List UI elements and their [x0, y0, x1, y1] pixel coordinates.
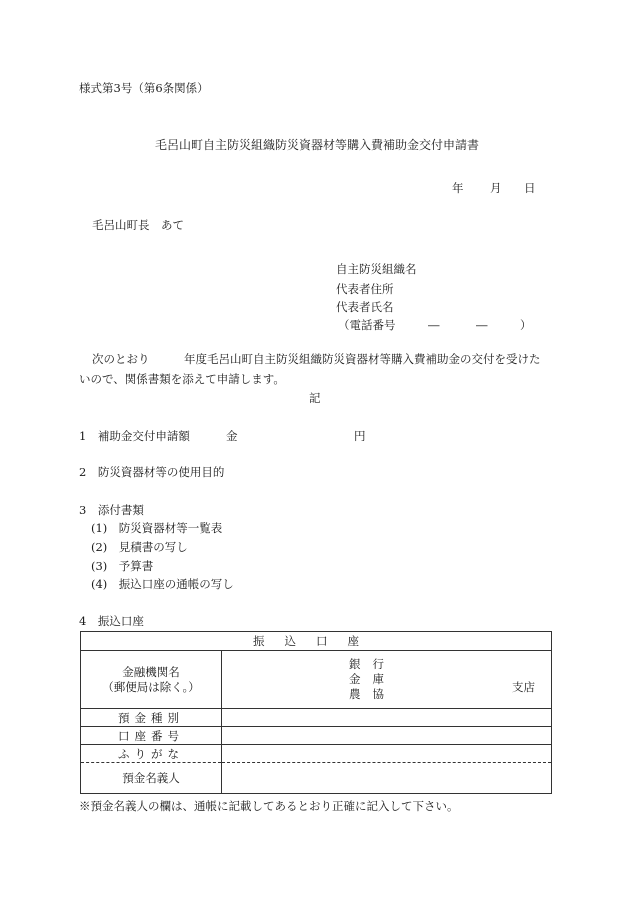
- date-month: 月: [490, 181, 502, 195]
- attachment-item: (1) 防災資器材等一覧表: [91, 521, 223, 535]
- deposit-type-field[interactable]: [222, 709, 552, 727]
- phone-label: （電話番号: [338, 318, 396, 332]
- representative-name-label: 代表者氏名: [336, 300, 394, 314]
- date-day: 日: [524, 181, 536, 195]
- org-name-label: 自主防災組織名: [336, 262, 417, 276]
- footnote: ※預金名義人の欄は、通帳に記載してあるとおり正確に記入して下さい。: [79, 799, 459, 813]
- body-line1-prefix: 次のとおり: [92, 352, 150, 366]
- item4-label: 4 振込口座: [79, 614, 144, 628]
- attachment-item: (3) 予算書: [91, 559, 154, 573]
- account-number-field[interactable]: [222, 727, 552, 745]
- bank-type: 金庫: [349, 672, 396, 686]
- table-header: 振込口座: [81, 632, 552, 651]
- representative-address-label: 代表者住所: [336, 282, 394, 296]
- phone-close: ）: [520, 318, 532, 332]
- account-holder-field[interactable]: [222, 763, 552, 794]
- furigana-field[interactable]: [222, 745, 552, 763]
- form-number: 様式第3号（第6条関係）: [79, 81, 209, 95]
- addressee: 毛呂山町長 あて: [92, 218, 184, 232]
- branch-label: 支店: [512, 680, 535, 694]
- phone-dash-1: ―: [428, 318, 440, 332]
- bank-type-list: [349, 657, 396, 702]
- bank-name-label-cell: [81, 651, 222, 709]
- bank-name-note: （郵便局は除く。）: [102, 679, 200, 694]
- attachment-item: (4) 振込口座の通帳の写し: [91, 577, 234, 591]
- item1-yen: 円: [354, 429, 366, 443]
- account-number-label: 口座番号: [81, 727, 222, 745]
- phone-dash-2: ―: [476, 318, 488, 332]
- bank-name-label: 金融機関名: [122, 664, 180, 679]
- item1-kin: 金: [226, 429, 238, 443]
- date-year: 年: [452, 181, 464, 195]
- document-title: 毛呂山町自主防災組織防災資器材等購入費補助金交付申請書: [155, 138, 480, 152]
- account-holder-label: 預金名義人: [81, 763, 222, 794]
- item2-label: 2 防災資器材等の使用目的: [79, 465, 225, 479]
- bank-name-field[interactable]: [222, 651, 552, 709]
- ki-marker: 記: [309, 391, 321, 405]
- body-line2: いので、関係書類を添えて申請します。: [79, 372, 285, 386]
- furigana-label: ふりがな: [81, 745, 222, 763]
- bank-type: 農協: [349, 687, 396, 701]
- attachment-item: (2) 見積書の写し: [91, 540, 188, 554]
- bank-type: 銀行: [349, 657, 396, 671]
- body-line1-rest: 年度毛呂山町自主防災組織防災資器材等購入費補助金の交付を受けた: [184, 352, 541, 366]
- bank-account-table: [80, 631, 552, 794]
- deposit-type-label: 預金種別: [81, 709, 222, 727]
- item3-label: 3 添付書類: [79, 503, 144, 517]
- item1-label: 1 補助金交付申請額: [79, 429, 190, 443]
